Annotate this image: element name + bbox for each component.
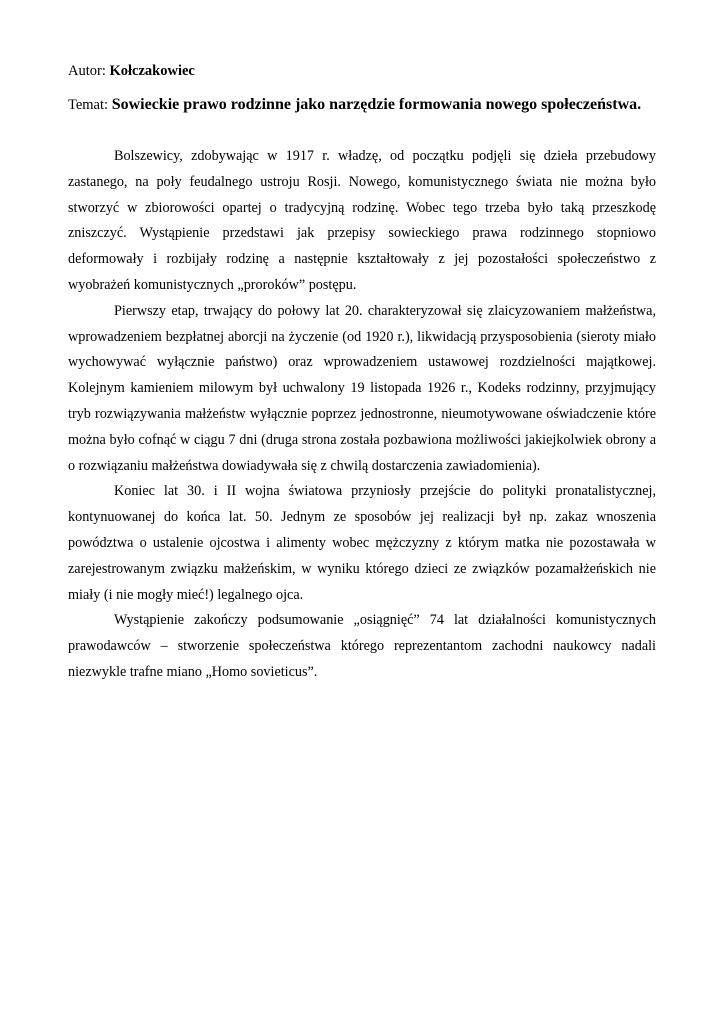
author-name: Kołczakowiec [109,63,195,79]
topic-line [68,96,656,114]
topic-label: Temat: [68,97,109,113]
paragraph-4: Wystąpienie zakończy podsumowanie „osiągnięć” 74 lat działalności komunistycznych prawodawców – stworzenie społeczeństwa którego reprezentantom zachodni naukowcy nadali niezwykle trafne miano „Homo sovieticus”. [68,612,656,680]
document-page [68,62,656,686]
document-body [68,144,656,686]
author-line [68,62,656,80]
author-label: Autor: [68,63,106,79]
topic-title: Sowieckie prawo rodzinne jako narzędzie formowania nowego społeczeństwa. [111,96,642,113]
paragraph-2: Pierwszy etap, trwający do połowy lat 20. charakteryzował się zlaicyzowaniem małżeństwa, wprowadzeniem bezpłatnej aborcji na życzenie (od 1920 r.), likwidacją przysposobienia (sieroty miało wychowywać wyłącznie państwo) oraz wprowadzeniem ustawowej rozdzielności majątkowej. Kolejnym kamieniem milowym był uchwalony 19 listopada 1926 r., Kodeks rodzinny, przyjmujący tryb rozwiązywania małżeństw wyłącznie poprzez jednostronne, nieumotywowane oświadczenie które można było cofnąć w ciągu 7 dni (druga strona została pozbawiona możliwości jakiejkolwiek obrony a o rozwiązaniu małżeństwa dowiadywała się z chwilą dostarczenia zawiadomienia). [68,302,656,474]
paragraph-3: Koniec lat 30. i II wojna światowa przyniosły przejście do polityki pronatalistycznej, kontynuowanej do końca lat. 50. Jednym ze sposobów jej realizacji był np. zakaz wnoszenia powództwa o ustalenie ojcostwa i alimenty wobec mężczyzny z którym matka nie pozostawała w zarejestrowanym związku małżeńskim, w wyniku którego dzieci ze związków pozamałżeńskich nie miały (i nie mogły mieć!) legalnego ojca. [68,483,656,603]
paragraph-1: Bolszewicy, zdobywając w 1917 r. władzę, od początku podjęli się dzieła przebudowy zastanego, na poły feudalnego ustroju Rosji. Nowego, komunistycznego świata nie można było stworzyć w zbiorowości opartej o tradycyjną rodzinę. Wobec tego trzeba było taką przeszkodę zniszczyć. Wystąpienie przedstawi jak przepisy sowieckiego prawa rodzinnego stopniowo deformowały i rozbijały rodzinę a następnie kształtowały z jej pozostałości społeczeństwo z wyobrażeń komunistycznych „proroków” postępu. [68,148,656,293]
